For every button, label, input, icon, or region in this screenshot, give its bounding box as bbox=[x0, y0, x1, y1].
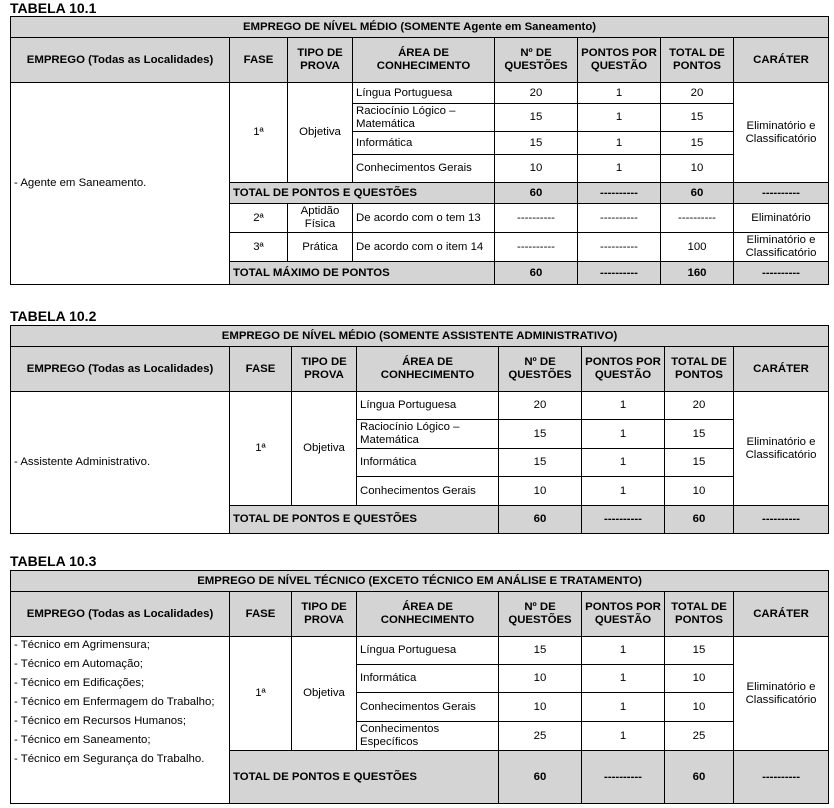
header-questoes: Nº DE QUESTÕES bbox=[499, 347, 582, 392]
carater-cell: Eliminatório e Classificatório bbox=[734, 83, 829, 183]
score-table-10-1 bbox=[10, 16, 829, 285]
pontos-cell: 1 bbox=[582, 722, 665, 751]
max-total-pontos-questao: ---------- bbox=[578, 262, 661, 285]
total-pontos: 60 bbox=[665, 751, 734, 804]
total-questoes: 60 bbox=[499, 751, 582, 804]
pontos-cell: 1 bbox=[578, 155, 661, 183]
header-emprego: EMPREGO (Todas as Localidades) bbox=[11, 592, 230, 637]
pontos-cell: ---------- bbox=[578, 204, 661, 233]
area-cell: Conhecimentos Gerais bbox=[353, 155, 495, 183]
tipo-prova-cell: Objetiva bbox=[288, 83, 353, 183]
emprego-cell: - Assistente Administrativo. bbox=[11, 392, 230, 534]
total-cell: 10 bbox=[661, 155, 734, 183]
questoes-cell: 15 bbox=[495, 132, 578, 155]
header-pontos-questao: PONTOS POR QUESTÃO bbox=[578, 38, 661, 83]
header-emprego: EMPREGO (Todas as Localidades) bbox=[11, 347, 230, 392]
table-title: TABELA 10.1 bbox=[10, 0, 97, 16]
max-total-carater: ---------- bbox=[734, 262, 829, 285]
emprego-item: - Técnico em Enfermagem do Trabalho; bbox=[14, 696, 215, 708]
carater-cell: Eliminatório e Classificatório bbox=[734, 637, 829, 751]
tipo-prova-cell: Objetiva bbox=[292, 637, 357, 751]
questoes-cell: 10 bbox=[499, 665, 582, 693]
carater-cell: Eliminatório bbox=[734, 204, 829, 233]
total-cell: 100 bbox=[661, 233, 734, 262]
pontos-cell: 1 bbox=[582, 665, 665, 693]
total-cell: 20 bbox=[661, 83, 734, 104]
questoes-cell: ---------- bbox=[495, 204, 578, 233]
area-cell: Raciocínio Lógico – Matemática bbox=[357, 420, 499, 449]
area-cell: Raciocínio Lógico – Matemática bbox=[353, 104, 495, 132]
total-carater: ---------- bbox=[734, 506, 829, 534]
pontos-cell: 1 bbox=[582, 392, 665, 420]
pontos-cell: 1 bbox=[582, 637, 665, 665]
total-label: TOTAL DE PONTOS E QUESTÕES bbox=[230, 183, 495, 204]
emprego-item: - Técnico em Recursos Humanos; bbox=[14, 715, 186, 727]
header-area: ÁREA DE CONHECIMENTO bbox=[357, 347, 499, 392]
total-pontos-questao: ---------- bbox=[578, 183, 661, 204]
header-tipo-prova: TIPO DE PROVA bbox=[292, 347, 357, 392]
questoes-cell: 15 bbox=[499, 637, 582, 665]
total-cell: 20 bbox=[665, 392, 734, 420]
header-questoes: Nº DE QUESTÕES bbox=[495, 38, 578, 83]
area-cell: Informática bbox=[357, 665, 499, 693]
header-area: ÁREA DE CONHECIMENTO bbox=[357, 592, 499, 637]
total-cell: 15 bbox=[661, 132, 734, 155]
pontos-cell: 1 bbox=[582, 449, 665, 477]
total-cell: 15 bbox=[661, 104, 734, 132]
total-cell: 10 bbox=[665, 665, 734, 693]
score-table-10-2 bbox=[10, 325, 829, 534]
emprego-list-cell bbox=[11, 637, 230, 804]
header-emprego: EMPREGO (Todas as Localidades) bbox=[11, 38, 230, 83]
total-pontos-questao: ---------- bbox=[582, 751, 665, 804]
questoes-cell: 20 bbox=[499, 392, 582, 420]
header-total-pontos: TOTAL DE PONTOS bbox=[661, 38, 734, 83]
header-area: ÁREA DE CONHECIMENTO bbox=[353, 38, 495, 83]
table-caption: EMPREGO DE NÍVEL TÉCNICO (EXCETO TÉCNICO EM ANÁLISE E TRATAMENTO) bbox=[11, 571, 829, 592]
questoes-cell: 20 bbox=[495, 83, 578, 104]
area-cell: Conhecimentos Gerais bbox=[357, 693, 499, 722]
fase-cell: 3ª bbox=[230, 233, 288, 262]
header-total-pontos: TOTAL DE PONTOS bbox=[665, 347, 734, 392]
header-carater: CARÁTER bbox=[734, 592, 829, 637]
emprego-cell: - Agente em Saneamento. bbox=[11, 83, 230, 285]
header-carater: CARÁTER bbox=[734, 347, 829, 392]
total-questoes: 60 bbox=[499, 506, 582, 534]
fase-cell: 1ª bbox=[230, 83, 288, 183]
questoes-cell: ---------- bbox=[495, 233, 578, 262]
pontos-cell: 1 bbox=[582, 693, 665, 722]
table-caption: EMPREGO DE NÍVEL MÉDIO (SOMENTE ASSISTENTE ADMINISTRATIVO) bbox=[11, 326, 829, 347]
max-total-label: TOTAL MÁXIMO DE PONTOS bbox=[230, 262, 495, 285]
total-cell: 15 bbox=[665, 637, 734, 665]
total-pontos: 60 bbox=[661, 183, 734, 204]
pontos-cell: 1 bbox=[578, 104, 661, 132]
header-fase: FASE bbox=[230, 592, 292, 637]
area-cell: Conhecimentos Específicos bbox=[357, 722, 499, 751]
total-cell: 15 bbox=[665, 420, 734, 449]
area-cell: Língua Portuguesa bbox=[357, 637, 499, 665]
tipo-prova-cell: Prática bbox=[288, 233, 353, 262]
header-carater: CARÁTER bbox=[734, 38, 829, 83]
pontos-cell: 1 bbox=[578, 132, 661, 155]
total-carater: ---------- bbox=[734, 183, 829, 204]
table-caption: EMPREGO DE NÍVEL MÉDIO (SOMENTE Agente em Saneamento) bbox=[11, 17, 829, 38]
tipo-prova-cell: Aptidão Física bbox=[288, 204, 353, 233]
emprego-item: - Técnico em Edificações; bbox=[14, 677, 145, 689]
area-cell: Informática bbox=[357, 449, 499, 477]
questoes-cell: 25 bbox=[499, 722, 582, 751]
area-cell: Língua Portuguesa bbox=[357, 392, 499, 420]
table-title: TABELA 10.2 bbox=[10, 308, 97, 324]
area-cell: De acordo com o item 14 bbox=[353, 233, 495, 262]
max-total-questoes: 60 bbox=[495, 262, 578, 285]
questoes-cell: 15 bbox=[499, 420, 582, 449]
pontos-cell: 1 bbox=[582, 477, 665, 506]
header-questoes: Nº DE QUESTÕES bbox=[499, 592, 582, 637]
total-pontos-questao: ---------- bbox=[582, 506, 665, 534]
area-cell: Língua Portuguesa bbox=[353, 83, 495, 104]
total-carater: ---------- bbox=[734, 751, 829, 804]
tipo-prova-cell: Objetiva bbox=[292, 392, 357, 506]
pontos-cell: ---------- bbox=[578, 233, 661, 262]
max-total-pontos: 160 bbox=[661, 262, 734, 285]
total-cell: 10 bbox=[665, 693, 734, 722]
total-cell: 15 bbox=[665, 449, 734, 477]
total-label: TOTAL DE PONTOS E QUESTÕES bbox=[230, 751, 499, 804]
header-pontos-questao: PONTOS POR QUESTÃO bbox=[582, 592, 665, 637]
emprego-item: - Técnico em Saneamento; bbox=[14, 734, 151, 746]
total-questoes: 60 bbox=[495, 183, 578, 204]
header-fase: FASE bbox=[230, 347, 292, 392]
fase-cell: 1ª bbox=[230, 392, 292, 506]
area-cell: Informática bbox=[353, 132, 495, 155]
questoes-cell: 10 bbox=[495, 155, 578, 183]
table-title: TABELA 10.3 bbox=[10, 553, 97, 569]
questoes-cell: 10 bbox=[499, 477, 582, 506]
pontos-cell: 1 bbox=[578, 83, 661, 104]
total-pontos: 60 bbox=[665, 506, 734, 534]
emprego-item: - Técnico em Automação; bbox=[14, 658, 143, 670]
header-tipo-prova: TIPO DE PROVA bbox=[288, 38, 353, 83]
carater-cell: Eliminatório e Classificatório bbox=[734, 233, 829, 262]
total-cell: ---------- bbox=[661, 204, 734, 233]
area-cell: De acordo com o tem 13 bbox=[353, 204, 495, 233]
emprego-item: - Técnico em Segurança do Trabalho. bbox=[14, 753, 205, 765]
area-cell: Conhecimentos Gerais bbox=[357, 477, 499, 506]
pontos-cell: 1 bbox=[582, 420, 665, 449]
fase-cell: 1ª bbox=[230, 637, 292, 751]
questoes-cell: 15 bbox=[495, 104, 578, 132]
header-fase: FASE bbox=[230, 38, 288, 83]
fase-cell: 2ª bbox=[230, 204, 288, 233]
total-cell: 10 bbox=[665, 477, 734, 506]
total-cell: 25 bbox=[665, 722, 734, 751]
questoes-cell: 10 bbox=[499, 693, 582, 722]
total-label: TOTAL DE PONTOS E QUESTÕES bbox=[230, 506, 499, 534]
carater-cell: Eliminatório e Classificatório bbox=[734, 392, 829, 506]
header-total-pontos: TOTAL DE PONTOS bbox=[665, 592, 734, 637]
score-table-10-3 bbox=[10, 570, 829, 804]
header-tipo-prova: TIPO DE PROVA bbox=[292, 592, 357, 637]
emprego-item: - Técnico em Agrimensura; bbox=[14, 639, 150, 651]
header-pontos-questao: PONTOS POR QUESTÃO bbox=[582, 347, 665, 392]
questoes-cell: 15 bbox=[499, 449, 582, 477]
